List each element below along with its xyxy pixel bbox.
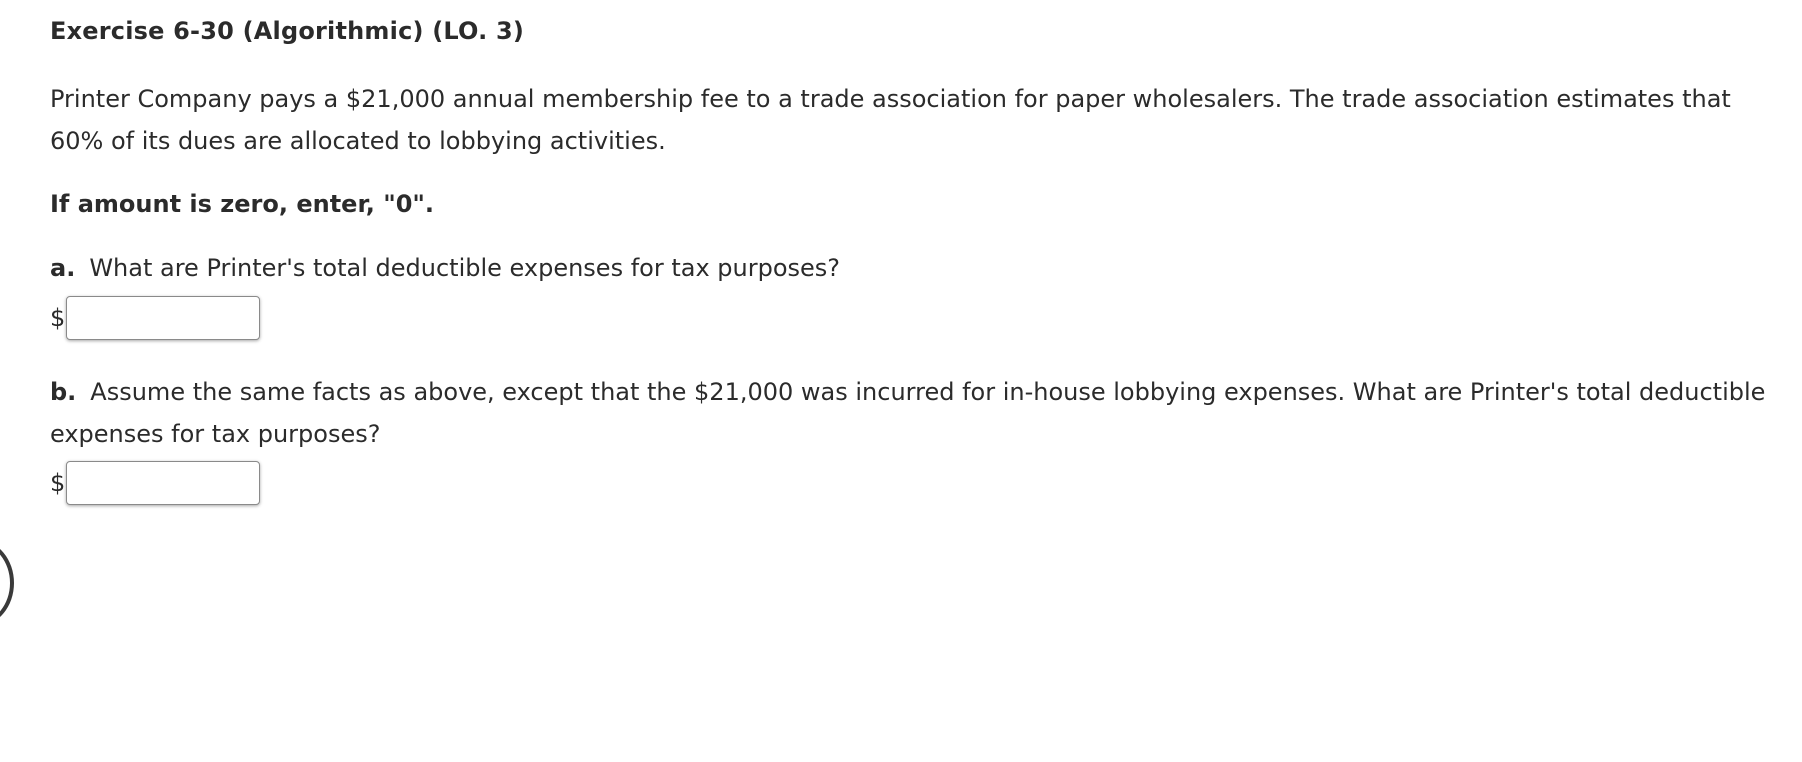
exercise-intro: Printer Company pays a $21,000 annual membership fee to a trade association for paper wholesalers. The trade association estimates that 60% of its dues are allocated to lobbying activities. xyxy=(50,85,1731,155)
question-b-letter: b. xyxy=(50,378,77,406)
partial-circle-decoration xyxy=(0,540,14,626)
exercise-title: Exercise 6-30 (Algorithmic) (LO. 3) xyxy=(50,17,525,45)
answer-b-row xyxy=(50,459,260,507)
answer-a-currency: $ xyxy=(50,304,66,332)
zero-instruction: If amount is zero, enter, "0". xyxy=(50,190,435,218)
question-b xyxy=(50,371,1770,455)
question-a-text: What are Printer's total deductible expenses for tax purposes? xyxy=(89,254,841,282)
answer-a-row xyxy=(50,294,260,342)
answer-a-input[interactable] xyxy=(66,296,260,340)
question-b-text: Assume the same facts as above, except that the $21,000 was incurred for in-house lobbying expenses. What are Printer's total deductible expenses for tax purposes? xyxy=(50,378,1766,448)
question-a xyxy=(50,247,1770,289)
question-a-letter: a. xyxy=(50,254,76,282)
answer-b-currency: $ xyxy=(50,469,66,497)
answer-b-input[interactable] xyxy=(66,461,260,505)
